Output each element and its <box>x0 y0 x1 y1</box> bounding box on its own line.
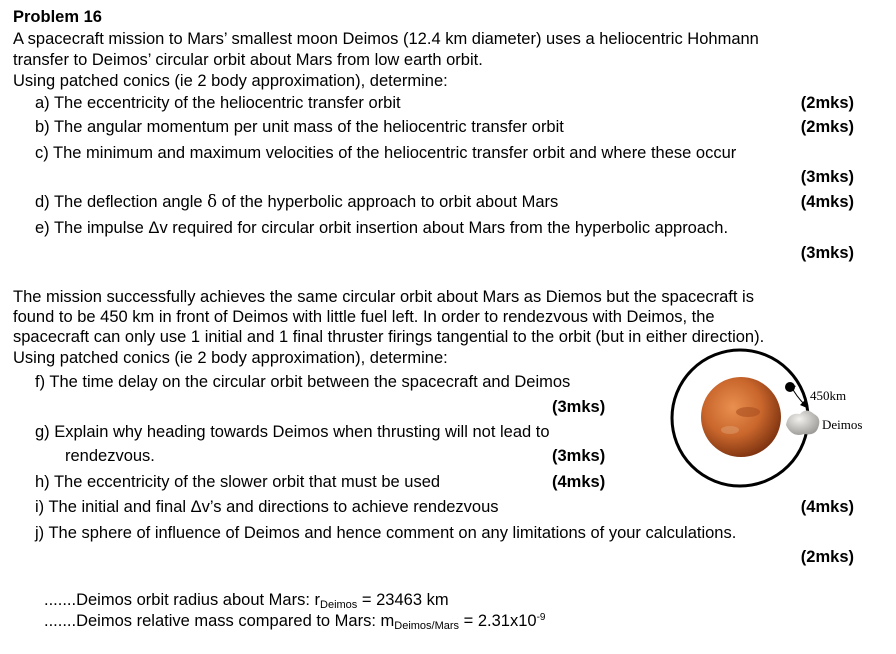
problem-title: Problem 16 <box>13 8 102 26</box>
given-2-prefix: .......Deimos relative mass compared to Mars: m <box>44 612 395 630</box>
given-1-prefix: .......Deimos orbit radius about Mars: r <box>44 591 321 609</box>
part-h-marks: (4mks) <box>552 473 606 491</box>
given-1-suffix: = 23463 km <box>357 591 449 609</box>
intro-line-2: transfer to Deimos’ circular orbit about Mars from low earth orbit. <box>13 51 483 69</box>
part-a-marks: (2mks) <box>800 94 854 112</box>
mars-surface-feature <box>736 407 760 417</box>
part-a-text: a) The eccentricity of the heliocentric transfer orbit <box>35 94 401 112</box>
distance-label: 450km <box>810 388 847 403</box>
part-j-marks: (2mks) <box>800 548 854 566</box>
part-i-marks: (4mks) <box>800 498 854 516</box>
mars-planet <box>701 377 781 457</box>
mars-surface-feature-2 <box>721 426 739 434</box>
part-f-marks: (3mks) <box>552 398 606 416</box>
intro-line-3: Using patched conics (ie 2 body approximation), determine: <box>13 72 448 90</box>
part-b-text: b) The angular momentum per unit mass of the heliocentric transfer orbit <box>35 118 564 136</box>
part-j-text: j) The sphere of influence of Deimos and hence comment on any limitations of your calculations. <box>35 524 737 542</box>
second-line-2: found to be 450 km in front of Deimos with little fuel left. In order to rendezvous with Deimos, the <box>13 308 715 326</box>
part-c-marks: (3mks) <box>800 168 854 186</box>
second-line-1: The mission successfully achieves the same circular orbit about Mars as Diemos but the spacecraft is <box>13 288 754 306</box>
second-line-3: spacecraft can only use 1 initial and 1 final thruster firings tangential to the orbit (but in either direction). <box>13 328 765 346</box>
part-i-text-after: ’s and directions to achieve rendezvous <box>209 498 499 516</box>
part-d-text-before: d) The deflection angle <box>35 193 208 211</box>
second-line-4: Using patched conics (ie 2 body approximation), determine: <box>13 349 448 367</box>
given-2-sub: Deimos/Mars <box>394 620 460 632</box>
delta-v-symbol: Δv <box>148 219 168 237</box>
part-d-text-after: of the hyperbolic approach to orbit about Mars <box>217 193 559 211</box>
part-g-line-2: rendezvous. <box>65 447 155 465</box>
part-g-line-1: g) Explain why heading towards Deimos when thrusting will not lead to <box>35 423 550 441</box>
part-h-text: h) The eccentricity of the slower orbit that must be used <box>35 473 441 491</box>
part-e-marks: (3mks) <box>800 244 854 262</box>
part-d-marks: (4mks) <box>800 193 854 211</box>
part-g-marks: (3mks) <box>552 447 606 465</box>
part-b-marks: (2mks) <box>800 118 854 136</box>
delta-v-symbol-i: Δv <box>190 498 210 516</box>
given-2-suffix: = 2.31x10 <box>459 612 537 630</box>
part-c-text: c) The minimum and maximum velocities of the heliocentric transfer orbit and where these occur <box>35 144 737 162</box>
part-i-text-before: i) The initial and final <box>35 498 191 516</box>
given-2-sup: -9 <box>536 612 546 623</box>
part-e-text-before: e) The impulse <box>35 219 149 237</box>
given-1-sub: Deimos <box>320 599 358 611</box>
deimos-label: Deimos <box>822 417 863 432</box>
part-e-text-after: required for circular orbit insertion about Mars from the hyperbolic approach. <box>167 219 729 237</box>
intro-line-1: A spacecraft mission to Mars’ smallest moon Deimos (12.4 km diameter) uses a heliocentric Hohmann <box>13 30 759 48</box>
delta-symbol: δ <box>207 192 218 211</box>
part-f-text: f) The time delay on the circular orbit between the spacecraft and Deimos <box>35 373 571 391</box>
deimos-moon <box>786 411 819 435</box>
